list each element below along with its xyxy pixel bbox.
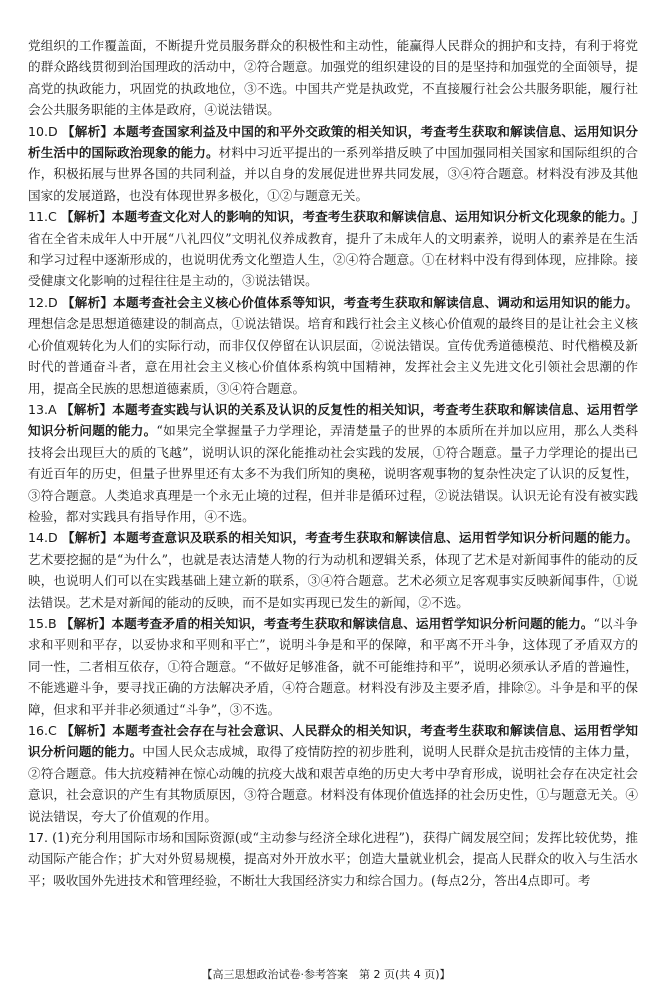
- analysis-heading: 【解析】本题考查文化对人的影响的知识，考查考生获取和解读信息、运用知识分析文化现象的能力。: [60, 209, 633, 225]
- answer-item: [28, 720, 638, 827]
- intro-paragraph: 党组织的工作覆盖面，不断提升党员服务群众的积极性和主动性，能赢得人民群众的拥护和支持，有利于将党的群众路线贯彻到治国理政的活动中，②符合题意。加强党的组织建设的目的是坚持和加强党的全面领导，提高党的执政能力，巩固党的执政地位，③不选。中国共产党是执政党，不直接履行社会公共服务职能，履行社会公共服务职能的主体是政府，④说法错误。: [28, 38, 638, 118]
- analysis-heading: 【解析】本题考查社会存在与社会意识、人民群众的相关知识，考查考生获取和解读信息、运用哲学知识分析问题的能力。: [28, 723, 639, 760]
- analysis-heading: 【解析】本题考查国家利益及中国的和平外交政策的相关知识，考查考生获取和解读信息、运用知识分析生活中的国际政治现象的能力。: [28, 123, 638, 161]
- question-number: 13.: [28, 401, 49, 417]
- answer-letter: B: [48, 615, 57, 631]
- analysis-heading: 【解析】本题考查实践与认识的关系及认识的反复性的相关知识，考查考生获取和解读信息、运用哲学知识分析问题的能力。: [28, 401, 638, 439]
- answer-item: [28, 613, 638, 720]
- answer-letter: D: [48, 530, 58, 546]
- answer-letter: D: [48, 123, 58, 139]
- question-number: 14.: [28, 530, 49, 546]
- question-number: 15.: [28, 615, 49, 631]
- question-number: 12.: [28, 294, 49, 310]
- question-number: 11.: [28, 209, 49, 225]
- page-footer: 【高三思想政治试卷·参考答案 第 2 页(共 4 页)】: [201, 968, 451, 981]
- analysis-body: J省在全省未成年人中开展“八礼四仪”文明礼仪养成教育，提升了未成年人的文明素养，说明人的素养是在生活和学习过程中逐渐形成的，也说明优秀文化塑造人生，②④符合题意。①在材料中没有得到体现，应排除。接受健康文化影响的过程往往是主动的，③说法错误。: [28, 209, 638, 289]
- analysis-body: “如果完全掌握量子力学理论，弄清楚量子的世界的本质所在并加以应用，那么人类科技将会出现巨大的质的飞越”，说明认识的深化能推动社会实践的发展，①符合题意。量子力学理论的提出已有近百年的历史，但量子世界里还有太多不为我们所知的奥秘，说明客观事物的复杂性决定了认识的反复性，③符合题意。人类追求真理是一个永无止境的过程，但并非是循环过程，②说法错误。认识无论有没有被实践检验，都对实践具有指导作用，④不选。: [28, 423, 638, 524]
- answer-item: [28, 527, 638, 613]
- question-number: 10.: [28, 123, 49, 139]
- answer-item: [28, 399, 638, 527]
- analysis-heading: 【解析】本题考查意识及联系的相关知识，考查考生获取和解读信息、运用哲学知识分析问题的能力。: [61, 530, 638, 546]
- question-number: 17.: [28, 830, 49, 846]
- question-number: 16.: [28, 723, 49, 738]
- analysis-body: “以斗争求和平则和平存，以妥协求和平则和平亡”，说明斗争是和平的保障，和平离不开斗争，这体现了矛盾双方的同一性，二者相互依存，①符合题意。“不做好足够准备，就不可能维持和平”，说明必须承认矛盾的普遍性，不能逃避斗争，要寻找正确的方法解决矛盾，④符合题意。材料没有涉及主要矛盾，排除②。斗争是和平的保障，但求和平并非必须通过“斗争”，③不选。: [28, 615, 638, 717]
- answer-letter: C: [48, 723, 57, 738]
- answer-letter: C: [48, 209, 57, 225]
- answer-item: [28, 827, 638, 891]
- analysis-body: 艺术要挖掘的是“为什么”，也就是表达清楚人物的行为动机和逻辑关系，体现了艺术是对新闻事件的能动的反映，也说明人们可以在实践基础上建立新的联系，③④符合题意。艺术必须立足客观事实反映新闻事件，①说法错误。艺术是对新闻的能动的反映，而不是如实再现已发生的新闻，②不选。: [28, 551, 638, 610]
- analysis-body: 理想信念是思想道德建设的制高点，①说法错误。培育和践行社会主义核心价值观的最终目的是让社会主义核心价值观转化为人们的实际行动，而非仅仅停留在认识层面，②说法错误。宣传优秀道德模范、时代楷模及新时代的普通奋斗者，意在用社会主义核心价值体系构筑中国精神，发挥社会主义先进文化引领社会思潮的作用，提高全民族的思想道德素质，③④符合题意。: [28, 316, 638, 396]
- analysis-body: 材料中习近平提出的一系列举措反映了中国加强同相关国家和国际组织的合作，积极拓展与世界各国的共同利益，并以自身的发展促进世界共同发展，③④符合题意。材料没有涉及其他国家的发展道路，也没有体现世界多极化，①②与题意无关。: [28, 145, 639, 203]
- analysis-body: (1)充分利用国际市场和国际资源(或“主动参与经济全球化进程”)，获得广阔发展空间；发挥比较优势，推动国际产能合作；扩大对外贸易规模，提高对外开放水平；创造大量就业机会，提高人民群众的收入与生活水平；吸收国外先进技术和管理经验，不断壮大我国经济实力和综合国力。(每点2分，答出4点即可。考: [28, 830, 638, 888]
- answer-item: [28, 292, 638, 399]
- analysis-heading: 【解析】本题考查社会主义核心价值体系等知识，考查考生获取和解读信息、调动和运用知识的能力。: [61, 294, 638, 310]
- analysis-body: 中国人民众志成城，取得了疫情防控的初步胜利，说明人民群众是抗击疫情的主体力量，②符合题意。伟大抗疫精神在惊心动魄的抗疫大战和艰苦卓绝的历史大考中孕育形成，说明社会存在决定社会意识，社会意识的产生有其物质原因，③符合题意。材料没有体现价值选择的社会历史性，①与题意无关。④说法错误，夸大了价值观的作用。: [28, 744, 639, 824]
- answer-content: [28, 35, 638, 891]
- answer-letter: A: [48, 401, 57, 417]
- answer-letter: D: [48, 294, 58, 310]
- analysis-heading: 【解析】本题考查矛盾的相关知识，考查考生获取和解读信息、运用哲学知识分析问题的能力。: [60, 615, 594, 631]
- answer-item: [28, 206, 638, 292]
- answer-item: [28, 121, 638, 207]
